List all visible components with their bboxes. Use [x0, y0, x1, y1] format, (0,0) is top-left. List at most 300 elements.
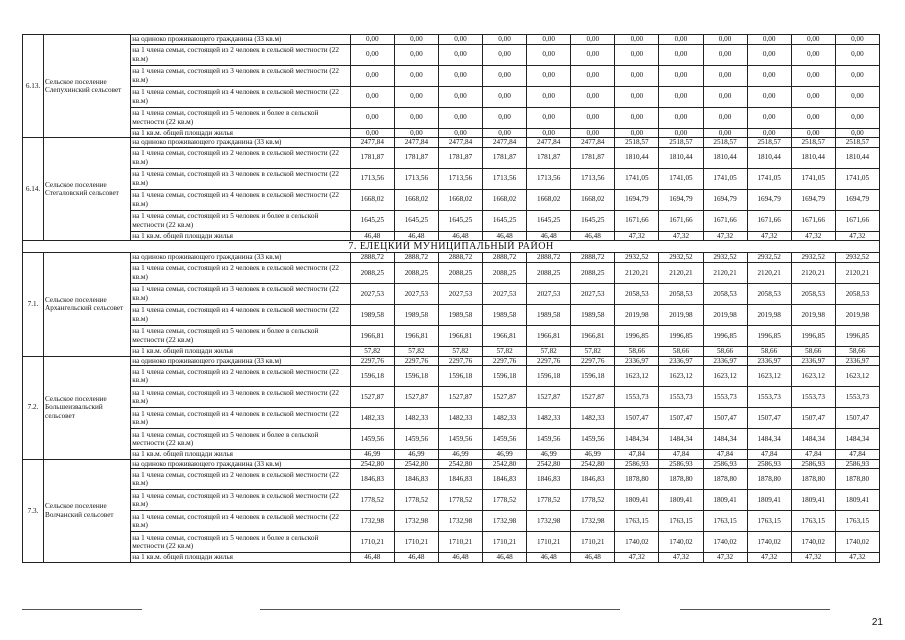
value-cell: 1741,05	[615, 168, 659, 189]
value-cell: 1710,21	[571, 532, 615, 553]
table-row	[23, 408, 880, 429]
value-cell: 1694,79	[659, 189, 703, 210]
value-cell: 47,32	[747, 231, 791, 241]
table-row	[23, 325, 880, 346]
value-cell: 1989,58	[527, 304, 571, 325]
value-cell: 0,00	[703, 86, 747, 107]
value-cell: 1763,15	[791, 511, 835, 532]
value-cell: 1809,41	[791, 490, 835, 511]
row-description: на 1 кв.м. общей площади жилья	[131, 231, 351, 241]
value-cell: 1596,18	[438, 366, 482, 387]
value-cell: 1996,85	[659, 325, 703, 346]
value-cell: 2027,53	[483, 283, 527, 304]
value-cell: 2336,97	[835, 356, 879, 366]
value-cell: 1710,21	[438, 532, 482, 553]
value-cell: 47,84	[659, 450, 703, 460]
value-cell: 47,32	[615, 553, 659, 563]
value-cell: 2542,80	[350, 459, 394, 469]
value-cell: 0,00	[438, 35, 482, 45]
value-cell: 58,66	[659, 346, 703, 356]
table-row	[23, 532, 880, 553]
value-cell: 47,84	[791, 450, 835, 460]
value-cell: 1741,05	[703, 168, 747, 189]
value-cell: 47,84	[703, 450, 747, 460]
value-cell: 0,00	[747, 86, 791, 107]
value-cell: 2058,53	[835, 283, 879, 304]
value-cell: 1966,81	[483, 325, 527, 346]
value-cell: 1989,58	[571, 304, 615, 325]
value-cell: 1694,79	[703, 189, 747, 210]
value-cell: 1507,47	[703, 408, 747, 429]
value-cell: 1763,15	[703, 511, 747, 532]
value-cell: 2932,52	[703, 253, 747, 263]
value-cell: 0,00	[615, 128, 659, 138]
value-cell: 2058,53	[791, 283, 835, 304]
value-cell: 0,00	[571, 128, 615, 138]
value-cell: 1482,33	[571, 408, 615, 429]
value-cell: 2518,57	[791, 138, 835, 148]
value-cell: 46,48	[438, 553, 482, 563]
value-cell: 1527,87	[527, 387, 571, 408]
value-cell: 1809,41	[659, 490, 703, 511]
table-row	[23, 86, 880, 107]
table-row	[23, 168, 880, 189]
table-row	[23, 138, 880, 148]
value-cell: 47,32	[703, 231, 747, 241]
value-cell: 0,00	[835, 107, 879, 128]
value-cell: 2518,57	[703, 138, 747, 148]
value-cell: 2058,53	[615, 283, 659, 304]
value-cell: 1781,87	[527, 147, 571, 168]
value-cell: 1732,98	[571, 511, 615, 532]
value-cell: 1846,83	[483, 469, 527, 490]
value-cell: 1668,02	[394, 189, 438, 210]
row-description: на 1 члена семьи, состоящей из 2 человек в сельской местности (22 кв.м)	[131, 44, 351, 65]
table-row	[23, 147, 880, 168]
value-cell: 2477,84	[483, 138, 527, 148]
value-cell: 2542,80	[438, 459, 482, 469]
value-cell: 1507,47	[747, 408, 791, 429]
value-cell: 2477,84	[571, 138, 615, 148]
value-cell: 1996,85	[835, 325, 879, 346]
value-cell: 1966,81	[350, 325, 394, 346]
value-cell: 0,00	[571, 35, 615, 45]
value-cell: 1810,44	[791, 147, 835, 168]
value-cell: 1846,83	[571, 469, 615, 490]
value-cell: 1671,66	[615, 210, 659, 231]
value-cell: 0,00	[438, 128, 482, 138]
value-cell: 47,84	[747, 450, 791, 460]
value-cell: 2542,80	[394, 459, 438, 469]
settlement-code: 6.14.	[23, 138, 44, 241]
value-cell: 1846,83	[394, 469, 438, 490]
value-cell: 1668,02	[483, 189, 527, 210]
row-description: на 1 члена семьи, состоящей из 3 человек в сельской местности (22 кв.м)	[131, 387, 351, 408]
value-cell: 47,32	[835, 553, 879, 563]
value-cell: 0,00	[835, 35, 879, 45]
value-cell: 0,00	[659, 107, 703, 128]
value-cell: 1507,47	[615, 408, 659, 429]
value-cell: 1989,58	[350, 304, 394, 325]
value-cell: 46,48	[350, 231, 394, 241]
value-cell: 1966,81	[438, 325, 482, 346]
value-cell: 2518,57	[615, 138, 659, 148]
table-row	[23, 356, 880, 366]
value-cell: 0,00	[394, 35, 438, 45]
value-cell: 46,48	[394, 553, 438, 563]
value-cell: 2542,80	[527, 459, 571, 469]
value-cell: 1778,52	[571, 490, 615, 511]
value-cell: 2518,57	[659, 138, 703, 148]
value-cell: 2019,98	[747, 304, 791, 325]
settlement-code: 7.1.	[23, 253, 44, 356]
value-cell: 1645,25	[394, 210, 438, 231]
value-cell: 1732,98	[527, 511, 571, 532]
value-cell: 2518,57	[835, 138, 879, 148]
value-cell: 47,84	[835, 450, 879, 460]
value-cell: 1459,56	[350, 429, 394, 450]
value-cell: 1484,34	[791, 429, 835, 450]
region-title: 7. ЕЛЕЦКИЙ МУНИЦИПАЛЬНЫЙ РАЙОН	[23, 241, 880, 253]
value-cell: 1966,81	[527, 325, 571, 346]
value-cell: 1507,47	[659, 408, 703, 429]
value-cell: 1996,85	[791, 325, 835, 346]
value-cell: 0,00	[703, 65, 747, 86]
value-cell: 46,48	[571, 231, 615, 241]
table-row	[23, 128, 880, 138]
value-cell: 1507,47	[835, 408, 879, 429]
value-cell: 1482,33	[483, 408, 527, 429]
value-cell: 1645,25	[571, 210, 615, 231]
value-cell: 2932,52	[835, 253, 879, 263]
value-cell: 2297,76	[350, 356, 394, 366]
value-cell: 0,00	[835, 86, 879, 107]
value-cell: 1484,34	[659, 429, 703, 450]
table-row	[23, 253, 880, 263]
value-cell: 0,00	[615, 107, 659, 128]
table-row	[23, 262, 880, 283]
value-cell: 2058,53	[747, 283, 791, 304]
value-cell: 1713,56	[483, 168, 527, 189]
value-cell: 0,00	[350, 65, 394, 86]
value-cell: 1459,56	[571, 429, 615, 450]
value-cell: 1810,44	[615, 147, 659, 168]
value-cell: 2088,25	[394, 262, 438, 283]
value-cell: 2888,72	[350, 253, 394, 263]
value-cell: 1623,12	[791, 366, 835, 387]
value-cell: 1778,52	[438, 490, 482, 511]
region-header-row	[23, 241, 880, 253]
value-cell: 1623,12	[747, 366, 791, 387]
value-cell: 2477,84	[394, 138, 438, 148]
value-cell: 0,00	[483, 86, 527, 107]
value-cell: 1713,56	[350, 168, 394, 189]
value-cell: 2888,72	[438, 253, 482, 263]
value-cell: 0,00	[659, 86, 703, 107]
value-cell: 1996,85	[703, 325, 747, 346]
value-cell: 58,66	[791, 346, 835, 356]
value-cell: 2019,98	[615, 304, 659, 325]
value-cell: 2120,21	[659, 262, 703, 283]
value-cell: 1989,58	[483, 304, 527, 325]
value-cell: 0,00	[791, 35, 835, 45]
value-cell: 0,00	[350, 35, 394, 45]
value-cell: 2019,98	[703, 304, 747, 325]
value-cell: 1740,02	[703, 532, 747, 553]
value-cell: 1694,79	[747, 189, 791, 210]
row-description: на 1 кв.м. общей площади жилья	[131, 128, 351, 138]
value-cell: 1484,34	[747, 429, 791, 450]
value-cell: 2088,25	[350, 262, 394, 283]
value-cell: 46,48	[527, 553, 571, 563]
value-cell: 2542,80	[483, 459, 527, 469]
value-cell: 1740,02	[835, 532, 879, 553]
row-description: на 1 члена семьи, состоящей из 4 человек в сельской местности (22 кв.м)	[131, 408, 351, 429]
value-cell: 0,00	[703, 128, 747, 138]
value-cell: 2027,53	[350, 283, 394, 304]
value-cell: 1846,83	[350, 469, 394, 490]
value-cell: 1694,79	[791, 189, 835, 210]
table-body	[23, 35, 880, 563]
value-cell: 0,00	[791, 86, 835, 107]
table-row	[23, 44, 880, 65]
value-cell: 0,00	[703, 107, 747, 128]
row-description: на 1 члена семьи, состоящей из 2 человек в сельской местности (22 кв.м)	[131, 469, 351, 490]
value-cell: 1668,02	[527, 189, 571, 210]
value-cell: 47,32	[747, 553, 791, 563]
value-cell: 2888,72	[394, 253, 438, 263]
value-cell: 1763,15	[835, 511, 879, 532]
value-cell: 47,32	[615, 231, 659, 241]
footer-rule	[680, 609, 830, 610]
value-cell: 1810,44	[659, 147, 703, 168]
value-cell: 0,00	[791, 107, 835, 128]
page-number: 21	[871, 617, 883, 628]
value-cell: 57,82	[350, 346, 394, 356]
value-cell: 2477,84	[527, 138, 571, 148]
value-cell: 0,00	[527, 107, 571, 128]
table-row	[23, 304, 880, 325]
value-cell: 2477,84	[350, 138, 394, 148]
value-cell: 2120,21	[747, 262, 791, 283]
value-cell: 1484,34	[835, 429, 879, 450]
value-cell: 0,00	[394, 107, 438, 128]
value-cell: 1878,80	[835, 469, 879, 490]
value-cell: 1989,58	[394, 304, 438, 325]
value-cell: 1507,47	[791, 408, 835, 429]
value-cell: 1741,05	[791, 168, 835, 189]
table-row	[23, 65, 880, 86]
value-cell: 0,00	[527, 44, 571, 65]
value-cell: 57,82	[571, 346, 615, 356]
value-cell: 2297,76	[394, 356, 438, 366]
footer-rule	[22, 609, 142, 610]
row-description: на 1 члена семьи, состоящей из 3 человек в сельской местности (22 кв.м)	[131, 283, 351, 304]
value-cell: 2297,76	[571, 356, 615, 366]
value-cell: 47,32	[791, 553, 835, 563]
table-row	[23, 553, 880, 563]
value-cell: 1527,87	[571, 387, 615, 408]
value-cell: 2586,93	[791, 459, 835, 469]
value-cell: 0,00	[350, 107, 394, 128]
value-cell: 1713,56	[527, 168, 571, 189]
row-description: на одиноко проживающего гражданина (33 кв.м)	[131, 356, 351, 366]
row-description: на 1 члена семьи, состоящей из 4 человек в сельской местности (22 кв.м)	[131, 304, 351, 325]
value-cell: 1732,98	[438, 511, 482, 532]
value-cell: 0,00	[438, 65, 482, 86]
value-cell: 1553,73	[747, 387, 791, 408]
value-cell: 0,00	[394, 128, 438, 138]
value-cell: 1846,83	[527, 469, 571, 490]
value-cell: 0,00	[483, 128, 527, 138]
value-cell: 1809,41	[835, 490, 879, 511]
value-cell: 1989,58	[438, 304, 482, 325]
value-cell: 46,48	[394, 231, 438, 241]
settlement-name: Сельское поселение Волчанский сельсовет	[44, 459, 131, 562]
value-cell: 1623,12	[615, 366, 659, 387]
value-cell: 47,32	[703, 553, 747, 563]
table-row	[23, 387, 880, 408]
value-cell: 46,99	[394, 450, 438, 460]
value-cell: 2120,21	[703, 262, 747, 283]
value-cell: 2027,53	[527, 283, 571, 304]
value-cell: 1763,15	[659, 511, 703, 532]
value-cell: 2297,76	[527, 356, 571, 366]
value-cell: 1809,41	[615, 490, 659, 511]
value-cell: 1809,41	[747, 490, 791, 511]
value-cell: 0,00	[438, 86, 482, 107]
value-cell: 0,00	[615, 86, 659, 107]
value-cell: 2542,80	[571, 459, 615, 469]
row-description: на 1 члена семьи, состоящей из 4 человек в сельской местности (22 кв.м)	[131, 511, 351, 532]
value-cell: 1713,56	[438, 168, 482, 189]
value-cell: 1668,02	[438, 189, 482, 210]
value-cell: 1778,52	[394, 490, 438, 511]
row-description: на 1 кв.м. общей площади жилья	[131, 450, 351, 460]
value-cell: 1671,66	[791, 210, 835, 231]
value-cell: 1710,21	[527, 532, 571, 553]
row-description: на одиноко проживающего гражданина (33 кв.м)	[131, 35, 351, 45]
value-cell: 1527,87	[350, 387, 394, 408]
value-cell: 1966,81	[394, 325, 438, 346]
value-cell: 57,82	[394, 346, 438, 356]
value-cell: 1668,02	[350, 189, 394, 210]
value-cell: 46,48	[438, 231, 482, 241]
table-row	[23, 469, 880, 490]
value-cell: 1459,56	[394, 429, 438, 450]
value-cell: 1810,44	[835, 147, 879, 168]
table-row	[23, 511, 880, 532]
value-cell: 2027,53	[438, 283, 482, 304]
value-cell: 46,99	[527, 450, 571, 460]
value-cell: 1732,98	[394, 511, 438, 532]
value-cell: 0,00	[659, 128, 703, 138]
value-cell: 46,48	[527, 231, 571, 241]
value-cell: 1781,87	[350, 147, 394, 168]
value-cell: 2058,53	[659, 283, 703, 304]
value-cell: 1482,33	[527, 408, 571, 429]
value-cell: 47,32	[659, 231, 703, 241]
table-row	[23, 366, 880, 387]
value-cell: 0,00	[659, 44, 703, 65]
value-cell: 0,00	[747, 65, 791, 86]
table-row	[23, 459, 880, 469]
value-cell: 1484,34	[615, 429, 659, 450]
value-cell: 2297,76	[483, 356, 527, 366]
value-cell: 0,00	[615, 35, 659, 45]
value-cell: 1763,15	[615, 511, 659, 532]
value-cell: 0,00	[747, 44, 791, 65]
value-cell: 2888,72	[571, 253, 615, 263]
value-cell: 46,99	[350, 450, 394, 460]
value-cell: 1778,52	[483, 490, 527, 511]
value-cell: 1732,98	[350, 511, 394, 532]
value-cell: 0,00	[483, 44, 527, 65]
value-cell: 1623,12	[659, 366, 703, 387]
value-cell: 2932,52	[791, 253, 835, 263]
row-description: на одиноко проживающего гражданина (33 кв.м)	[131, 459, 351, 469]
value-cell: 57,82	[438, 346, 482, 356]
value-cell: 1527,87	[483, 387, 527, 408]
row-description: на 1 члена семьи, состоящей из 5 человек и более в сельской местности (22 кв.м)	[131, 429, 351, 450]
value-cell: 46,48	[483, 553, 527, 563]
value-cell: 2058,53	[703, 283, 747, 304]
value-cell: 46,48	[571, 553, 615, 563]
value-cell: 1596,18	[483, 366, 527, 387]
value-cell: 0,00	[527, 65, 571, 86]
value-cell: 1668,02	[571, 189, 615, 210]
value-cell: 1878,80	[747, 469, 791, 490]
value-cell: 2088,25	[483, 262, 527, 283]
value-cell: 0,00	[703, 35, 747, 45]
value-cell: 2586,93	[615, 459, 659, 469]
value-cell: 2336,97	[791, 356, 835, 366]
value-cell: 2932,52	[659, 253, 703, 263]
value-cell: 46,99	[571, 450, 615, 460]
value-cell: 1878,80	[703, 469, 747, 490]
row-description: на 1 члена семьи, состоящей из 4 человек в сельской местности (22 кв.м)	[131, 189, 351, 210]
value-cell: 1878,80	[791, 469, 835, 490]
value-cell: 0,00	[615, 44, 659, 65]
value-cell: 0,00	[483, 35, 527, 45]
value-cell: 1781,87	[394, 147, 438, 168]
value-cell: 0,00	[659, 35, 703, 45]
value-cell: 1996,85	[615, 325, 659, 346]
value-cell: 2336,97	[703, 356, 747, 366]
row-description: на 1 члена семьи, состоящей из 5 человек и более в сельской местности (22 кв.м)	[131, 210, 351, 231]
value-cell: 57,82	[483, 346, 527, 356]
value-cell: 0,00	[703, 44, 747, 65]
value-cell: 0,00	[483, 65, 527, 86]
value-cell: 1645,25	[527, 210, 571, 231]
value-cell: 0,00	[394, 65, 438, 86]
value-cell: 46,48	[350, 553, 394, 563]
footer-rule	[260, 609, 620, 610]
value-cell: 2120,21	[791, 262, 835, 283]
value-cell: 1741,05	[747, 168, 791, 189]
value-cell: 1645,25	[350, 210, 394, 231]
value-cell: 1996,85	[747, 325, 791, 346]
value-cell: 1781,87	[571, 147, 615, 168]
table-row	[23, 346, 880, 356]
value-cell: 58,66	[747, 346, 791, 356]
value-cell: 1694,79	[835, 189, 879, 210]
value-cell: 1553,73	[703, 387, 747, 408]
value-cell: 1741,05	[835, 168, 879, 189]
value-cell: 0,00	[350, 44, 394, 65]
value-cell: 1482,33	[438, 408, 482, 429]
value-cell: 0,00	[350, 86, 394, 107]
